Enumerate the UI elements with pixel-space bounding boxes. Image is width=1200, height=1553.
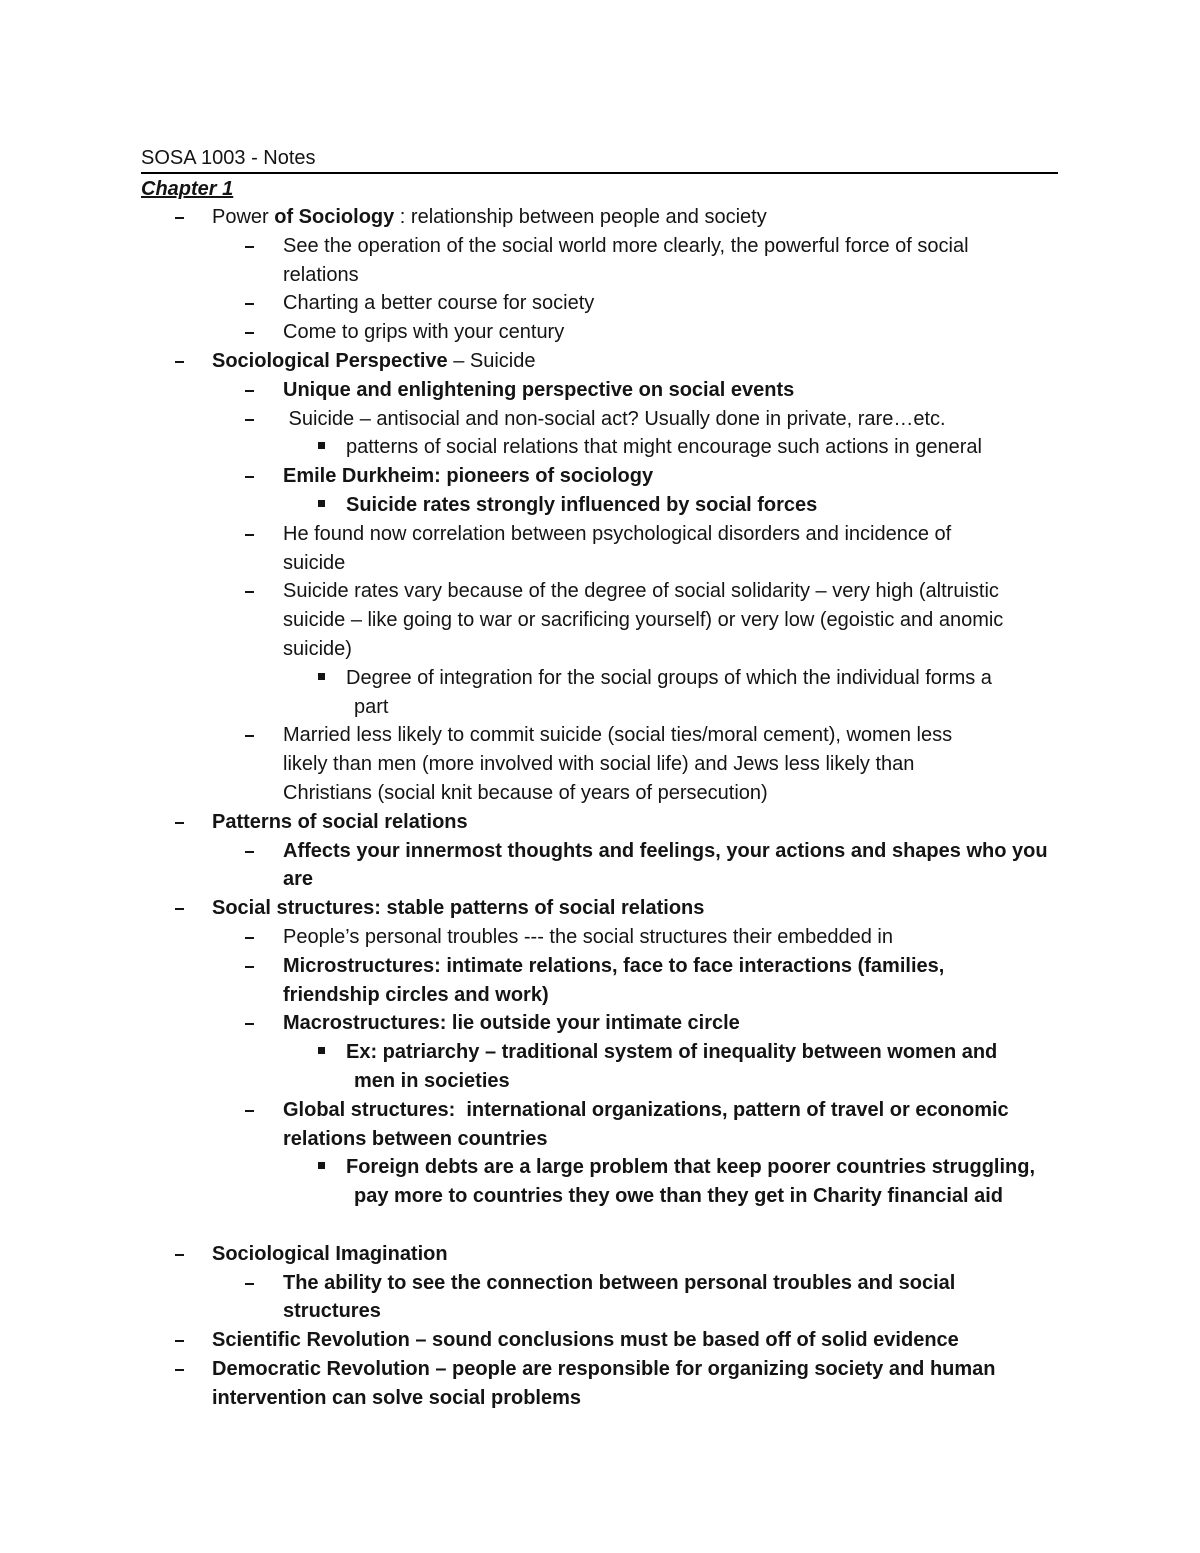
note-text-segment: Microstructures: intimate relations, face to face interactions (families, [283,954,945,977]
note-item-level-1 [0,1355,1100,1413]
note-text-line [283,1297,381,1326]
note-text-segment: Suicide – antisocial and non-social act? Usually done in private, rare…etc. [283,407,946,430]
note-text-segment: pay more to countries they owe than they get in Charity financial aid [354,1185,1004,1208]
note-text-segment: part [354,695,389,718]
note-text-segment: Social structures: stable patterns of social relations [212,897,705,920]
note-item-level-2 [0,952,1100,1010]
note-text-line [283,779,768,808]
dash-bullet-icon [245,937,254,939]
note-text-segment: Democratic Revolution – people are responsible for organizing society and human [212,1358,996,1380]
note-text-line [212,347,536,376]
dash-bullet-icon [245,390,254,392]
note-item-level-1 [0,808,1100,837]
note-text-segment: Degree of integration for the social groups of which the individual forms a [346,666,992,689]
note-text-segment: suicide – like going to war or sacrificing yourself) or very low (egoistic and anomic [283,609,1004,632]
note-text-segment: People’s personal troubles --- the social structures their embedded in [283,926,893,948]
note-text-segment: Suicide rates vary because of the degree of social solidarity – very high (altruistic [283,580,999,603]
note-text-segment: Sociological Imagination [212,1242,448,1265]
note-text-segment: suicide) [283,637,352,660]
note-text-segment: relations between countries [283,1127,548,1150]
note-text-line [283,981,549,1010]
note-item-level-3 [0,491,1100,520]
dash-bullet-icon [175,1340,184,1342]
dash-bullet-icon [175,908,184,910]
note-item-level-1 [0,203,1100,232]
note-text-line [283,952,944,981]
note-text-line [212,1384,581,1413]
note-text-segment: suicide [283,551,346,574]
note-item-level-1 [0,1326,1100,1355]
note-text-segment: Emile Durkheim: pioneers of sociology [283,465,654,488]
dash-bullet-icon [175,361,184,363]
note-text-segment: structures [283,1300,381,1323]
note-text-segment: Power [212,206,275,228]
note-text-segment: : relationship between people and society [394,206,767,228]
square-bullet-icon [318,442,325,449]
note-text-line [283,520,951,549]
note-item-level-2 [0,1009,1100,1038]
note-text-segment: Scientific Revolution – sound conclusions must be based off of solid evidence [212,1329,959,1352]
note-text-segment: friendship circles and work) [283,983,549,1006]
dash-bullet-icon [245,303,254,305]
dash-bullet-icon [245,1110,254,1112]
note-text-line [283,549,345,578]
note-text-segment: Macrostructures: lie outside your intimate circle [283,1012,740,1035]
note-text-segment: He found now correlation between psychological disorders and incidence of [283,522,952,545]
note-text-line [354,693,388,722]
square-bullet-icon [318,1047,325,1054]
note-text-segment: Foreign debts are a large problem that keep poorer countries struggling, [346,1156,1036,1179]
note-text-segment: intervention can solve social problems [212,1386,582,1409]
note-text-line [212,808,468,837]
dash-bullet-icon [245,735,254,737]
dash-bullet-icon [245,1283,254,1285]
dash-bullet-icon [245,246,254,248]
note-item-level-2 [0,837,1100,895]
note-text-line [283,462,653,491]
note-text-line [212,1355,996,1384]
dash-bullet-icon [245,476,254,478]
dash-bullet-icon [245,591,254,593]
dash-bullet-icon [245,332,254,334]
note-item-level-2 [0,232,1100,290]
note-item-level-2 [0,520,1100,578]
document-header [141,145,1058,174]
note-text-segment: are [283,868,314,891]
note-text-line [346,1153,1035,1182]
note-item-level-1 [0,347,1100,376]
note-text-line [283,635,352,664]
note-text-line [283,721,952,750]
note-item-level-2 [0,462,1100,491]
note-text-line [212,203,767,232]
document-title: SOSA 1003 - Notes [141,147,316,169]
note-text-line [283,261,359,290]
note-item-level-1 [0,894,1100,923]
note-item-level-2 [0,289,1100,318]
note-item-level-3 [0,1153,1100,1211]
note-text-segment: The ability to see the connection between personal troubles and social [283,1271,956,1294]
note-item-level-2 [0,721,1100,807]
note-text-segment: Charting a better course for society [283,292,595,315]
square-bullet-icon [318,500,325,507]
note-text-line [283,318,564,347]
note-text-segment: Global structures: international organizations, pattern of travel or economic [283,1098,1009,1121]
note-text-line [283,1009,740,1038]
note-text-line [283,376,794,405]
note-text-line [346,664,992,693]
note-text-line [346,1038,997,1067]
note-text-line [283,577,999,606]
note-item-level-3 [0,664,1100,722]
note-text-segment: Married less likely to commit suicide (social ties/moral cement), women less [283,724,953,747]
note-text-segment: Patterns of social relations [212,810,468,833]
note-text-line [283,1096,1009,1125]
note-text-segment: patterns of social relations that might encourage such actions in general [346,436,982,459]
note-text-segment: Come to grips with your century [283,321,565,344]
note-item-level-3 [0,433,1100,462]
note-text-segment: Affects your innermost thoughts and feelings, your actions and shapes who you [283,839,1048,862]
square-bullet-icon [318,673,325,680]
note-text-line [283,1269,955,1298]
note-text-line [283,606,1003,635]
dash-bullet-icon [245,419,254,421]
dash-bullet-icon [175,1254,184,1256]
note-item-level-2 [0,318,1100,347]
dash-bullet-icon [245,851,254,853]
note-text-line [212,1240,448,1269]
note-item-level-3 [0,1038,1100,1096]
note-item-level-2 [0,923,1100,952]
note-text-line [283,232,969,261]
chapter-heading: Chapter 1 [141,178,234,200]
note-text-line [346,491,817,520]
note-text-line [283,923,893,952]
note-item-level-2 [0,405,1100,434]
note-text-segment: likely than men (more involved with social life) and Jews less likely than [283,753,915,776]
dash-bullet-icon [175,217,184,219]
dash-bullet-icon [245,534,254,536]
note-text-line [354,1067,510,1096]
note-text-line [354,1182,1003,1211]
note-text-line [212,1326,959,1355]
note-item-level-2 [0,1096,1100,1154]
note-text-line [283,289,594,318]
note-item-level-1 [0,1240,1100,1269]
note-text-line [212,894,704,923]
note-text-line [283,750,914,779]
note-text-segment: men in societies [354,1069,510,1092]
note-item-level-2 [0,376,1100,405]
note-text-line [283,405,946,434]
note-text-line [283,865,313,894]
note-text-line [346,433,982,462]
note-text-line [283,1125,548,1154]
note-text-line [283,837,1048,866]
dash-bullet-icon [175,822,184,824]
note-text-segment: Ex: patriarchy – traditional system of inequality between women and [346,1041,998,1064]
note-item-level-2 [0,577,1100,663]
dash-bullet-icon [245,966,254,968]
note-text-segment: of Sociology [274,206,395,228]
note-text-segment: Unique and enlightening perspective on social events [283,378,795,401]
note-text-segment: Christians (social knit because of years of persecution) [283,781,768,804]
dash-bullet-icon [245,1023,254,1025]
note-text-segment: Suicide rates strongly influenced by social forces [346,494,818,516]
dash-bullet-icon [175,1369,184,1371]
note-item-level-2 [0,1269,1100,1327]
note-text-segment: relations [283,263,359,286]
note-text-segment: Sociological Perspective [212,350,448,372]
note-text-segment: – Suicide [447,350,536,372]
note-text-segment: See the operation of the social world more clearly, the powerful force of social [283,234,969,257]
square-bullet-icon [318,1162,325,1169]
